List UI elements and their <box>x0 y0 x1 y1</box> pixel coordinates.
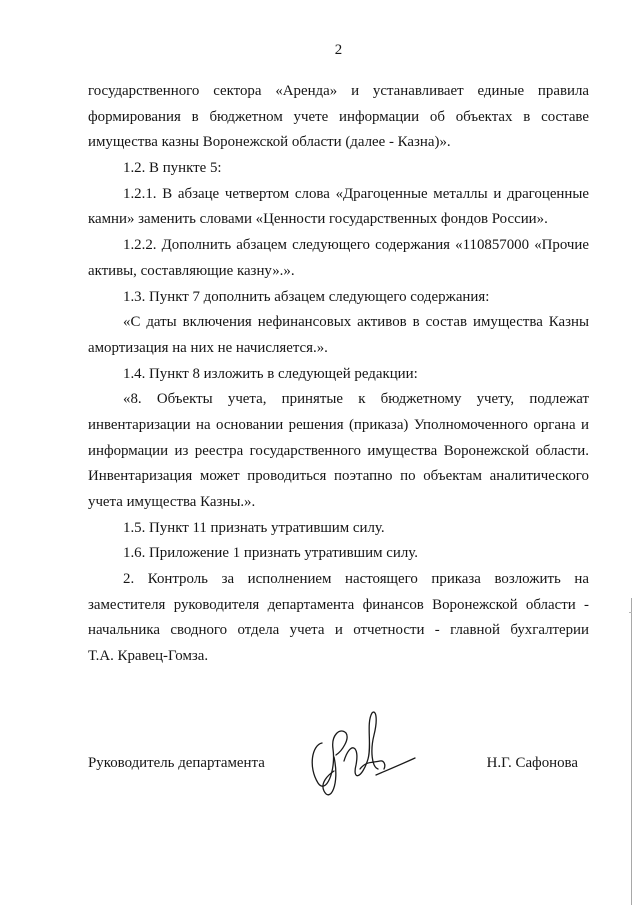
page-number: 2 <box>334 42 343 58</box>
text-line: Инвентаризация может проводиться поэтапно по объектам аналитического <box>88 468 589 485</box>
text-line: Т.А. Кравец-Гомза. <box>88 648 209 665</box>
signatory-name: Н.Г. Сафонова <box>486 755 578 771</box>
text-line: формирования в бюджетном учете информации об объектах в составе <box>88 108 589 125</box>
paragraph-1-2-1 <box>88 182 589 233</box>
text-line: 1.4. Пункт 8 изложить в следующей редакции: <box>123 365 418 382</box>
text-line: активы, составляющие казну».». <box>88 262 295 279</box>
paragraph-1-6 <box>88 541 589 567</box>
paragraph-quote-amortization <box>88 310 589 361</box>
text-line: 1.6. Приложение 1 признать утратившим силу. <box>123 545 418 562</box>
text-line: 1.5. Пункт 11 признать утратившим силу. <box>123 519 385 536</box>
paragraph-2 <box>88 567 589 670</box>
paragraph-quote-inventory <box>88 387 589 515</box>
scan-edge-tick <box>629 612 632 613</box>
text-line: 2. Контроль за исполнением настоящего приказа возложить на <box>123 571 589 588</box>
paragraph-1-5 <box>88 516 589 542</box>
text-line: 1.2.2. Дополнить абзацем следующего содержания «110857000 «Прочие <box>123 237 589 254</box>
text-line: государственного сектора «Аренда» и устанавливает единые правила <box>88 83 589 99</box>
text-line: 1.2.1. В абзаце четвертом слова «Драгоценные металлы и драгоценные <box>123 185 589 202</box>
paragraph-1-2 <box>88 156 589 182</box>
scan-edge-line <box>631 598 632 905</box>
paragraph-1-4 <box>88 362 589 388</box>
text-line: учета имущества Казны.». <box>88 494 256 510</box>
text-line: 1.2. В пункте 5: <box>123 160 222 177</box>
text-line: 1.3. Пункт 7 дополнить абзацем следующего содержания: <box>123 288 490 305</box>
paragraph-1-3 <box>88 285 589 311</box>
text-line: инвентаризации на основании решения (приказа) Уполномоченного органа и <box>88 416 589 433</box>
signatory-position: Руководитель департамента <box>88 755 265 771</box>
text-line: камни» заменить словами «Ценности государственных фондов России». <box>88 211 548 228</box>
document-body <box>88 79 589 670</box>
text-line: заместителя руководителя департамента финансов Воронежской области - <box>88 596 589 613</box>
paragraph-continuation <box>88 79 589 156</box>
text-line: «С даты включения нефинансовых активов в состав имущества Казны <box>123 314 589 331</box>
handwritten-signature <box>298 705 428 810</box>
text-line: амортизация на них не начисляется.». <box>88 339 328 356</box>
text-line: информации из реестра государственного имущества Воронежской области. <box>88 442 589 459</box>
text-line: «8. Объекты учета, принятые к бюджетному учету, подлежат <box>123 391 589 408</box>
paragraph-1-2-2 <box>88 233 589 284</box>
text-line: имущества казны Воронежской области (далее - Казна)». <box>88 134 451 151</box>
text-line: начальника сводного отдела учета и отчетности - главной бухгалтерии <box>88 622 589 639</box>
